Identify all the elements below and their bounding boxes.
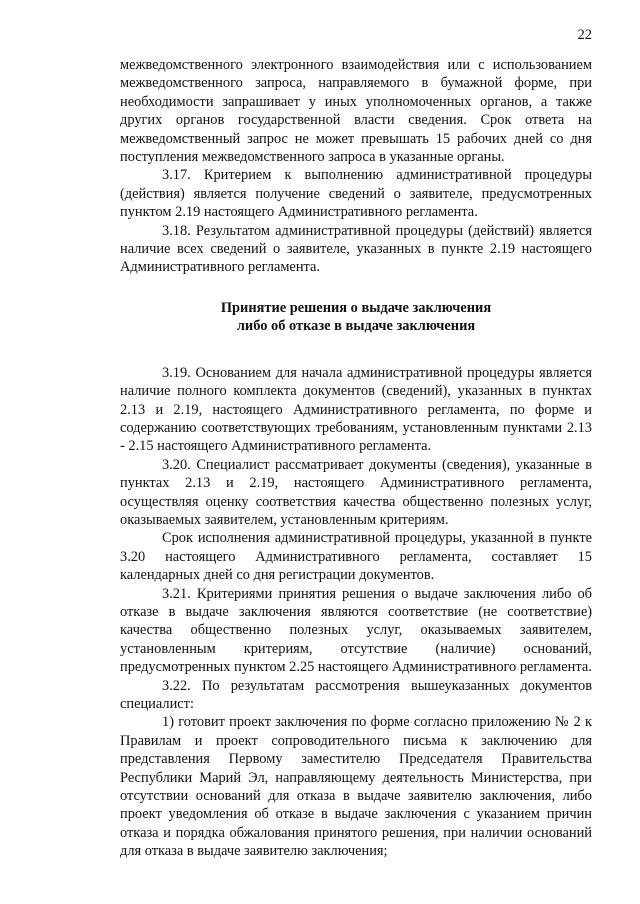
paragraph-3-22: 3.22. По результатам рассмотрения вышеуказанных документов специалист: (120, 677, 592, 712)
page-number: 22 (577, 27, 592, 43)
paragraph-interagency-request: межведомственного электронного взаимодействия или с использованием межведомственного запроса, направляемого в бумажной форме, при необходимости запрашивает у иных уполномоченных органов, а также других органов государственной власти сведения. Срок ответа на межведомственный запрос не может превышать 15 рабочих дней со дня поступления межведомственного запроса в указанные органы. (120, 57, 592, 166)
paragraph-3-17: 3.17. Критерием к выполнению административной процедуры (действия) является получение сведений о заявителе, предусмотренных пунктом 2.19 настоящего Административного регламента. (120, 167, 592, 221)
section-heading (120, 299, 592, 336)
paragraph-3-21: 3.21. Критериями принятия решения о выдаче заключения либо об отказе в выдаче заключения являются соответствие (не соответствие) качества общественно полезных услуг, оказываемых заявителем, установленным критериям, отсутствие (наличие) оснований, предусмотренных пунктом 2.25 настоящего Административного регламента. (120, 585, 592, 676)
paragraph-deadline: Срок исполнения административной процедуры, указанной в пункте 3.20 настоящего Административного регламента, составляет 15 календарных дней со дня регистрации документов. (120, 530, 592, 584)
paragraph-3-19: 3.19. Основанием для начала административной процедуры является наличие полного комплекта документов (сведений), указанных в пунктах 2.13 и 2.19, настоящего Административного регламента, по форме и содержанию соответствующих требованиям, установленным пунктами 2.13 - 2.15 настоящего Административного регламента. (120, 364, 592, 455)
paragraph-3-18: 3.18. Результатом административной процедуры (действий) является наличие всех сведений о заявителе, указанных в пункте 2.19 настоящего Административного регламента. (120, 222, 592, 276)
paragraph-3-22-item-1: 1) готовит проект заключения по форме согласно приложению № 2 к Правилам и проект сопроводительного письма к заключению для представления Первому заместителю Председателя Правительства Республики Марий Эл, направляющему деятельность Министерства, при отсутствии оснований для отказа в выдаче заявителю заключения, либо проект уведомления об отказе в выдаче заключения с указанием причин отказа и порядка обжалования принятого решения, при наличии оснований для отказа в выдаче заявителю заключения; (120, 714, 592, 860)
section-heading-line2: либо об отказе в выдаче заключения (236, 318, 476, 335)
section-heading-line1: Принятие решения о выдаче заключения (220, 299, 492, 316)
paragraph-3-20: 3.20. Специалист рассматривает документы (сведения), указанные в пунктах 2.13 и 2.19, настоящего Административного регламента, осуществляя оценку соответствия качества общественно полезных услуг, оказываемых заявителем, установленным критериям. (120, 456, 592, 528)
